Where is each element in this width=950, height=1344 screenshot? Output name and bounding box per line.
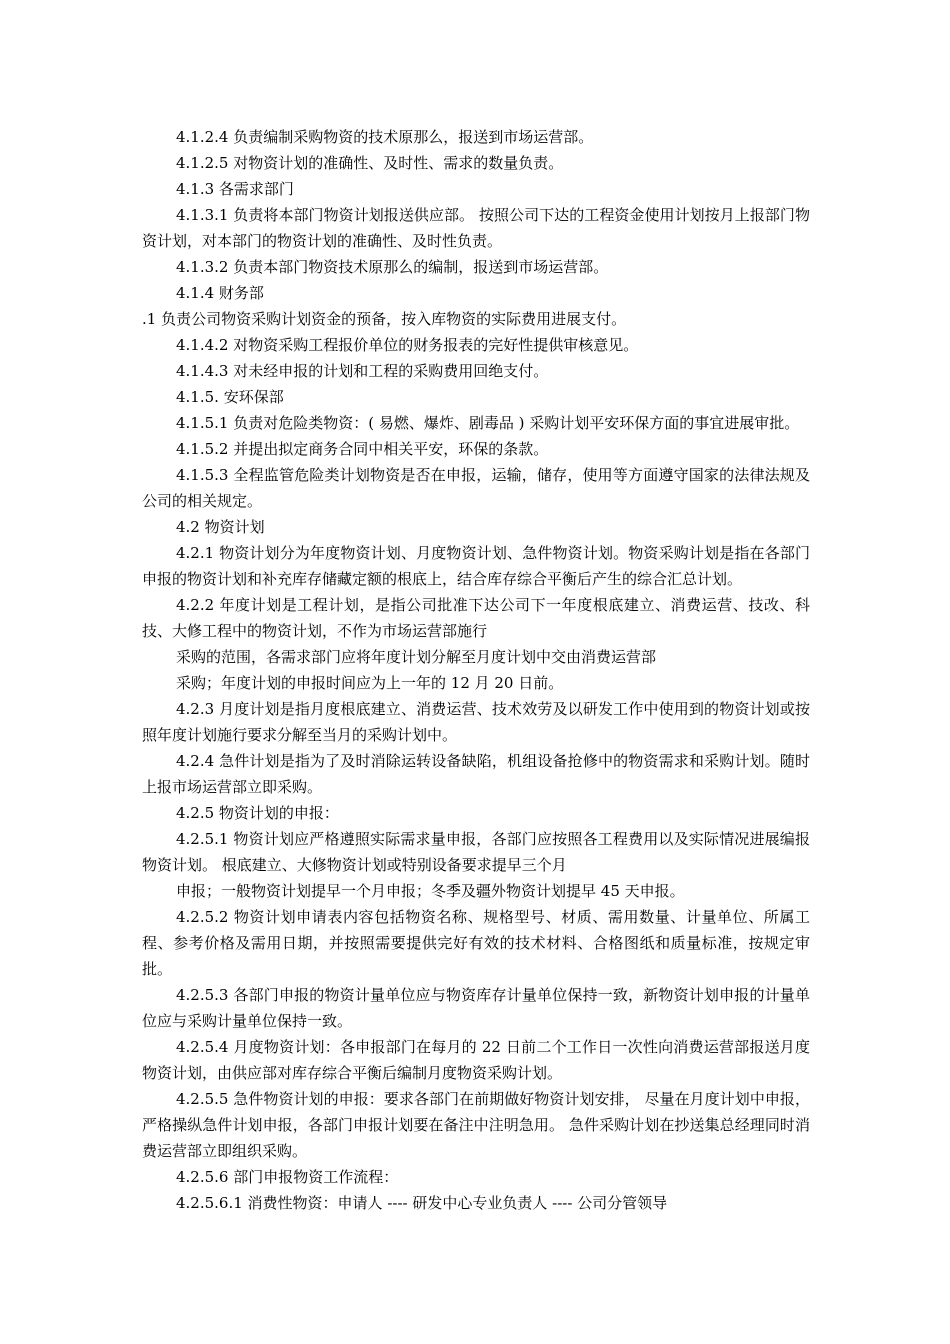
section-heading: 4.1.4 财务部 [176,284,264,302]
paragraph: 4.2.2 年度计划是工程计划，是指公司批准下达公司下一年度根底建立、消费运营、技改、科技、大修工程中的物资计划，不作为市场运营部施行 [142,596,810,640]
paragraph: 4.1.5.1 负责对危险类物资：( 易燃、爆炸、剧毒品 ) 采购计划平安环保方面的事宜进展审批。 [176,414,800,432]
paragraph: 4.2.5.3 各部门申报的物资计量单位应与物资库存计量单位保持一致，新物资计划申报的计量单位应与采购计量单位保持一致。 [142,986,810,1030]
document-body [142,124,810,1216]
paragraph: 4.1.5.3 全程监管危险类计划物资是否在申报，运输，储存，使用等方面遵守国家的法律法规及公司的相关规定。 [142,466,810,510]
section-heading: 4.1.3 各需求部门 [176,180,294,198]
paragraph: 4.2.3 月度计划是指月度根底建立、消费运营、技术效劳及以研发工作中使用到的物资计划或按照年度计划施行要求分解至当月的采购计划中。 [142,700,810,744]
paragraph: .1 负责公司物资采购计划资金的预备，按入库物资的实际费用进展支付。 [142,310,627,328]
paragraph: 4.2.4 急件计划是指为了及时消除运转设备缺陷，机组设备抢修中的物资需求和采购计划。随时上报市场运营部立即采购。 [142,752,810,796]
paragraph: 申报；一般物资计划提早一个月申报；冬季及疆外物资计划提早 45 天申报。 [176,882,685,900]
paragraph: 采购的范围，各需求部门应将年度计划分解至月度计划中交由消费运营部 [176,648,657,666]
paragraph: 4.1.4.3 对未经申报的计划和工程的采购费用回绝支付。 [176,362,549,380]
section-heading: 4.1.5. 安环保部 [176,388,284,406]
paragraph: 4.1.3.1 负责将本部门物资计划报送供应部。 按照公司下达的工程资金使用计划按月上报部门物资计划，对本部门的物资计划的准确性、及时性负责。 [142,206,810,250]
paragraph: 4.1.4.2 对物资采购工程报价单位的财务报表的完好性提供审核意见。 [176,336,639,354]
paragraph: 4.2.5.5 急件物资计划的申报：要求各部门在前期做好物资计划安排， 尽量在月度计划中申报， 严格操纵急件计划申报，各部门申报计划要在备注中注明急用。 急件采购计划在抄送集总经理同时消费运营部立即组织采购。 [142,1090,810,1160]
paragraph: 4.1.2.4 负责编制采购物资的技术原那么，报送到市场运营部。 [176,128,594,146]
paragraph: 4.2.1 物资计划分为年度物资计划、月度物资计划、急件物资计划。物资采购计划是指在各部门申报的物资计划和补充库存储藏定额的根底上，结合库存综合平衡后产生的综合汇总计划。 [142,544,810,588]
paragraph: 4.1.3.2 负责本部门物资技术原那么的编制，报送到市场运营部。 [176,258,609,276]
paragraph: 4.2.5.2 物资计划申请表内容包括物资名称、规格型号、材质、需用数量、计量单位、所属工程、参考价格及需用日期，并按照需要提供完好有效的技术材料、合格图纸和质量标准，按规定审批。 [142,908,810,978]
section-heading: 4.2.5.6 部门申报物资工作流程： [176,1168,399,1186]
paragraph: 4.1.2.5 对物资计划的准确性、及时性、需求的数量负责。 [176,154,564,172]
paragraph: 4.1.5.2 并提出拟定商务合同中相关平安，环保的条款。 [176,440,549,458]
paragraph: 4.2.5.1 物资计划应严格遵照实际需求量申报，各部门应按照各工程费用以及实际情况进展编报物资计划。 根底建立、大修物资计划或特别设备要求提早三个月 [142,830,810,874]
section-heading: 4.2 物资计划 [176,518,265,536]
paragraph: 4.2.5.6.1 消费性物资：申请人 ---- 研发中心专业负责人 ---- 公司分管领导 [176,1194,668,1212]
paragraph: 采购；年度计划的申报时间应为上一年的 12 月 20 日前。 [176,674,564,692]
section-heading: 4.2.5 物资计划的申报： [176,804,339,822]
paragraph: 4.2.5.4 月度物资计划：各申报部门在每月的 22 日前二个工作日一次性向消费运营部报送月度物资计划，由供应部对库存综合平衡后编制月度物资采购计划。 [142,1038,810,1082]
